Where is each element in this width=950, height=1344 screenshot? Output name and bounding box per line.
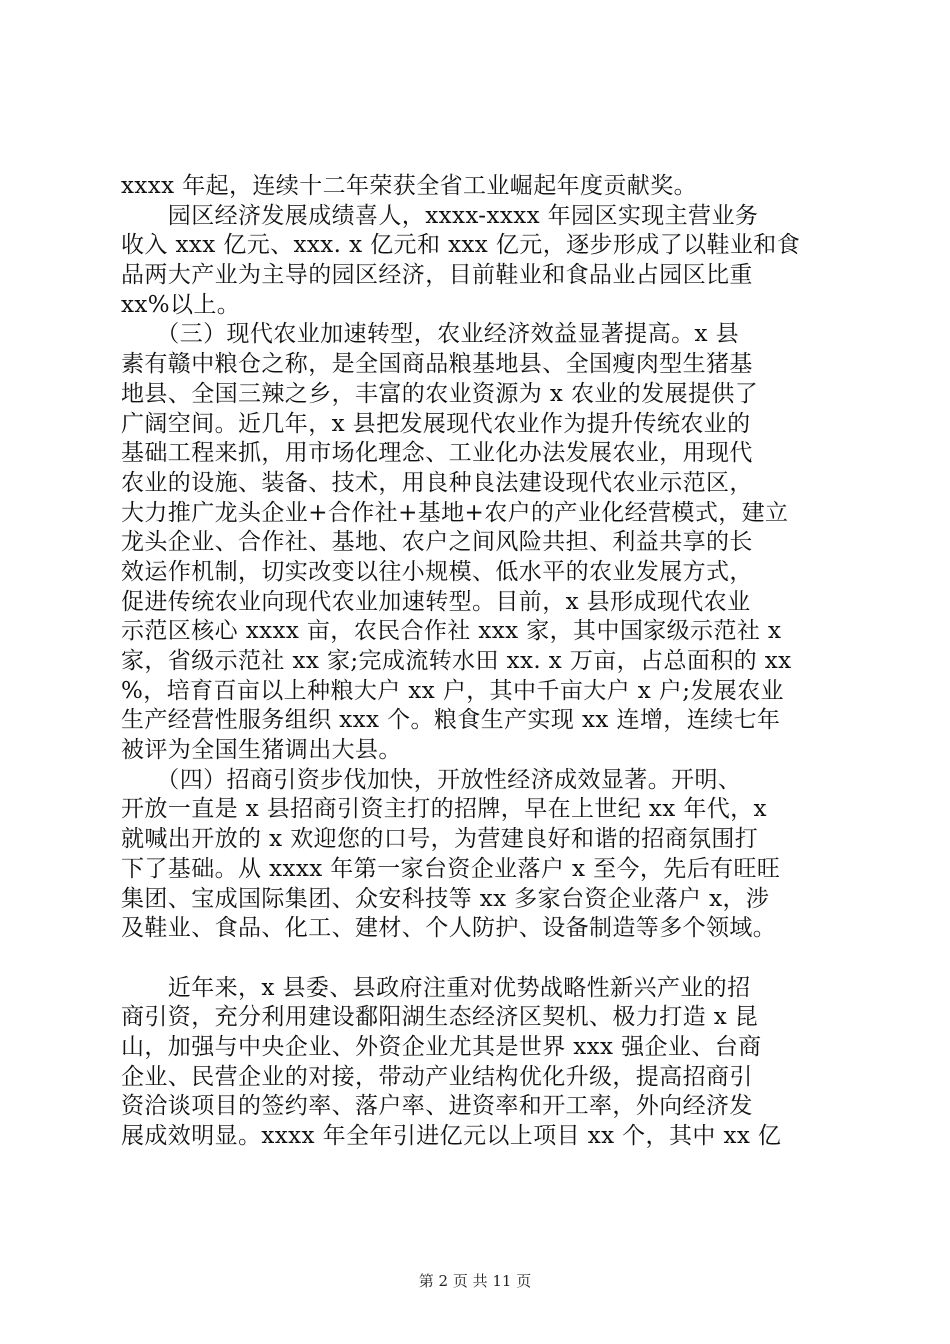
text-line: 收入 xxx 亿元、xxx. x 亿元和 xxx 亿元，逐步形成了以鞋业和食 (121, 232, 801, 259)
text-line: 展成效明显。xxxx 年全年引进亿元以上项目 xx 个，其中 xx 亿 (121, 1123, 782, 1149)
text-line: 企业、民营企业的对接，带动产业结构优化升级，提高招商引 (121, 1063, 753, 1090)
text-line: 及鞋业、食品、化工、建材、个人防护、设备制造等多个领域。 (121, 915, 777, 942)
text-line: 示范区核心 xxxx 亩，农民合作社 xxx 家，其中国家级示范社 x (121, 618, 782, 645)
text-line: 促进传统农业向现代农业加速转型。目前，x 县形成现代农业 (121, 588, 751, 615)
text-line: 下了基础。从 xxxx 年第一家台资企业落户 x 至今，先后有旺旺 (121, 855, 781, 882)
body-text (121, 172, 833, 1152)
page-number-footer: 第 2 页 共 11 页 (418, 1272, 532, 1290)
text-line: 家，省级示范社 xx 家;完成流转水田 xx. x 万亩，占总面积的 xx (121, 648, 792, 674)
text-line: 资洽谈项目的签约率、落户率、进资率和开工率，外向经济发 (121, 1093, 753, 1120)
text-line: 商引资，充分利用建设鄱阳湖生态经济区契机、极力打造 x 昆 (121, 1004, 759, 1031)
text-line: 地县、全国三辣之乡，丰富的农业资源为 x 农业的发展提供了 (121, 380, 759, 407)
paragraph-gap (121, 944, 833, 974)
text-line: 品两大产业为主导的园区经济，目前鞋业和食品业占园区比重 (121, 262, 753, 289)
text-line: 集团、宝成国际集团、众安科技等 xx 多家台资企业落户 x，涉 (121, 885, 770, 912)
text-line: 龙头企业、合作社、基地、农户之间风险共担、利益共享的长 (121, 529, 753, 556)
text-line: 就喊出开放的 x 欢迎您的口号，为营建良好和谐的招商氛围打 (121, 826, 759, 853)
text-line: 效运作机制，切实改变以往小规模、低水平的农业发展方式， (121, 558, 753, 585)
text-line: 开放一直是 x 县招商引资主打的招牌，早在上世纪 xx 年代，x (121, 796, 767, 823)
text-line: 农业的设施、装备、技术，用良种良法建设现代农业示范区， (121, 469, 753, 496)
text-line: 素有赣中粮仓之称，是全国商品粮基地县、全国瘦肉型生猪基 (121, 351, 753, 378)
text-line: 广阔空间。近几年，x 县把发展现代农业作为提升传统农业的 (121, 410, 751, 437)
text-line: 园区经济发展成绩喜人，xxxx-xxxx 年园区实现主营业务 (121, 202, 759, 229)
text-line: xxxx 年起，连续十二年荣获全省工业崛起年度贡献奖。 (121, 173, 697, 199)
text-line: 近年来，x 县委、县政府注重对优势战略性新兴产业的招 (121, 974, 751, 1001)
text-line: 基础工程来抓，用市场化理念、工业化办法发展农业，用现代 (121, 440, 753, 467)
text-line: %，培育百亩以上种粮大户 xx 户，其中千亩大户 x 户;发展农业 (121, 677, 784, 704)
text-line: xx%以上。 (121, 291, 241, 318)
text-line: 大力推广龙头企业+合作社+基地+农户的产业化经营模式，建立 (121, 499, 789, 526)
text-line: 被评为全国生猪调出大县。 (121, 737, 402, 764)
text-line: （三）现代农业加速转型，农业经济效益显著提高。x 县 (121, 321, 739, 348)
text-line: （四）招商引资步伐加快，开放性经济成效显著。开明、 (121, 766, 742, 793)
text-line: 生产经营性服务组织 xxx 个。粮食生产实现 xx 连增，连续七年 (121, 707, 781, 734)
text-line: 山，加强与中央企业、外资企业尤其是世界 xxx 强企业、台商 (121, 1033, 762, 1060)
